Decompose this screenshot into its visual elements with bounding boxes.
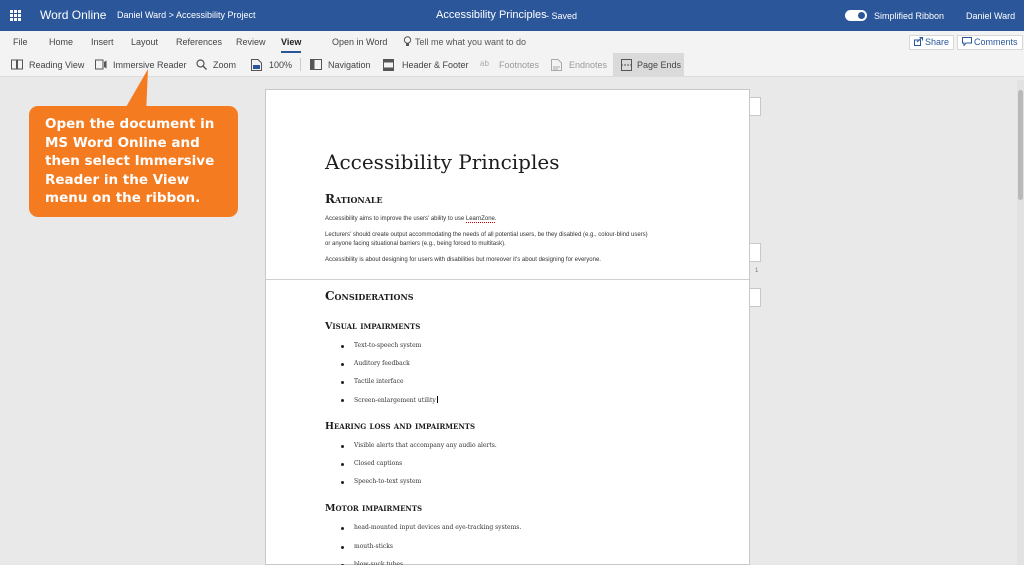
immersive-reader-label: Immersive Reader bbox=[113, 60, 187, 70]
page-ends-icon bbox=[621, 59, 632, 71]
simplified-ribbon-label: Simplified Ribbon bbox=[874, 11, 945, 21]
page-ends-label: Page Ends bbox=[637, 60, 682, 70]
bullet bbox=[341, 546, 344, 549]
lightbulb-icon bbox=[403, 36, 412, 47]
separator bbox=[300, 58, 301, 71]
bullet bbox=[341, 463, 344, 466]
title-bar bbox=[0, 0, 1024, 31]
text-cursor bbox=[437, 396, 438, 403]
list-item: Screen-enlargement utility bbox=[354, 397, 436, 404]
tab-layout[interactable]: Layout bbox=[131, 37, 159, 47]
bullet bbox=[341, 363, 344, 366]
comment-icon bbox=[962, 37, 972, 46]
list-item: head-mounted input devices and eye-tracking systems. bbox=[354, 524, 522, 531]
hearing-heading: Hearing loss and impairments bbox=[325, 421, 476, 432]
zoom-button[interactable] bbox=[196, 53, 241, 76]
zoom-label: Zoom bbox=[213, 60, 237, 70]
simplified-ribbon-toggle[interactable] bbox=[845, 10, 867, 21]
navigation-label: Navigation bbox=[328, 60, 371, 70]
app-name[interactable]: Word Online bbox=[40, 8, 107, 22]
list-item-with-cursor bbox=[354, 396, 438, 404]
document-heading: Accessibility Principles bbox=[325, 150, 560, 174]
open-in-word-button[interactable]: Open in Word bbox=[332, 37, 388, 47]
rationale-paragraph-2-line-1: Lecturers' should create output accommodating the needs of all potential users, be they disabled (e.g., colour-blind users) bbox=[325, 232, 648, 238]
header-footer-button[interactable] bbox=[383, 53, 468, 76]
tab-file[interactable]: File bbox=[13, 37, 28, 47]
list-item: Speech-to-text system bbox=[354, 478, 422, 485]
bullet bbox=[341, 527, 344, 530]
share-button[interactable] bbox=[909, 35, 954, 50]
endnotes-button[interactable] bbox=[551, 53, 607, 76]
endnotes-label: Endnotes bbox=[569, 60, 608, 70]
zoom-100-button[interactable] bbox=[251, 53, 293, 76]
instruction-callout: Open the document in MS Word Online and then select Immersive Reader in the View menu on the ribbon. bbox=[29, 106, 238, 217]
navigation-pane-icon bbox=[310, 59, 322, 70]
paragraph-text: Accessibility aims to improve the users' ability to use bbox=[325, 216, 466, 222]
user-name[interactable]: Daniel Ward bbox=[966, 11, 1016, 21]
rationale-paragraph-3: Accessibility is about designing for users with disabilities but moreover it's about designing for everyone. bbox=[325, 257, 601, 263]
zoom-level-label: 100% bbox=[269, 60, 293, 70]
tell-me-label: Tell me what you want to do bbox=[415, 37, 527, 47]
page-break bbox=[266, 279, 749, 280]
comments-label: Comments bbox=[974, 37, 1018, 47]
scrollbar-thumb[interactable] bbox=[1018, 90, 1023, 200]
comments-button[interactable] bbox=[957, 35, 1023, 50]
app-launcher-icon[interactable] bbox=[10, 10, 21, 21]
considerations-heading: Considerations bbox=[325, 289, 414, 303]
spellcheck-word[interactable]: LearnZone bbox=[465, 216, 495, 222]
share-icon bbox=[914, 37, 923, 46]
footnote-icon: ab bbox=[480, 59, 489, 68]
tab-references[interactable]: References bbox=[176, 37, 223, 47]
page-zoom-icon bbox=[251, 59, 262, 71]
list-item: mouth-sticks bbox=[354, 543, 393, 550]
page-ends-button[interactable] bbox=[613, 53, 684, 76]
footnotes-button[interactable] bbox=[480, 53, 540, 76]
navigation-button[interactable] bbox=[310, 53, 372, 76]
list-item: Visible alerts that accompany any audio alerts. bbox=[354, 442, 497, 449]
visual-impairments-heading: Visual impairments bbox=[325, 321, 421, 332]
tell-me-search[interactable] bbox=[403, 36, 526, 47]
tab-review[interactable]: Review bbox=[236, 37, 266, 47]
margin-marker bbox=[750, 243, 761, 262]
list-item: Auditory feedback bbox=[354, 360, 410, 367]
paragraph-text: . bbox=[494, 216, 497, 222]
header-footer-label: Header & Footer bbox=[402, 60, 469, 70]
margin-marker bbox=[750, 97, 761, 116]
list-item: Text-to-speech system bbox=[354, 342, 422, 349]
list-item: Tactile interface bbox=[354, 378, 404, 385]
breadcrumb[interactable]: Daniel Ward > Accessibility Project bbox=[117, 10, 256, 20]
tab-home[interactable]: Home bbox=[49, 37, 74, 47]
header-footer-icon bbox=[383, 59, 394, 71]
margin-marker bbox=[750, 288, 761, 307]
document-page[interactable] bbox=[265, 89, 750, 565]
rationale-paragraph-1 bbox=[325, 215, 497, 224]
bullet bbox=[341, 399, 344, 402]
book-icon bbox=[11, 59, 23, 70]
footnotes-label: Footnotes bbox=[499, 60, 540, 70]
reading-view-label: Reading View bbox=[29, 60, 85, 70]
magnifier-icon bbox=[196, 59, 207, 70]
rationale-heading: Rationale bbox=[325, 192, 383, 206]
rationale-paragraph-2-line-2: or anyone facing situational barriers (e.g., being forced to multitask). bbox=[325, 241, 506, 247]
bullet bbox=[341, 445, 344, 448]
list-item: blow-suck tubes bbox=[354, 561, 404, 565]
bullet bbox=[341, 345, 344, 348]
page-number: 1 bbox=[755, 268, 759, 274]
save-status: - Saved bbox=[546, 11, 578, 21]
tab-insert[interactable]: Insert bbox=[91, 37, 114, 47]
list-item: Closed captions bbox=[354, 460, 403, 467]
motor-heading: Motor impairments bbox=[325, 503, 423, 514]
endnote-icon bbox=[551, 59, 562, 71]
bullet bbox=[341, 481, 344, 484]
tab-view[interactable]: View bbox=[281, 37, 302, 47]
document-title[interactable]: Accessibility Principles bbox=[436, 9, 547, 21]
share-label: Share bbox=[925, 37, 950, 47]
ribbon-tabs bbox=[0, 31, 1024, 53]
bullet bbox=[341, 381, 344, 384]
